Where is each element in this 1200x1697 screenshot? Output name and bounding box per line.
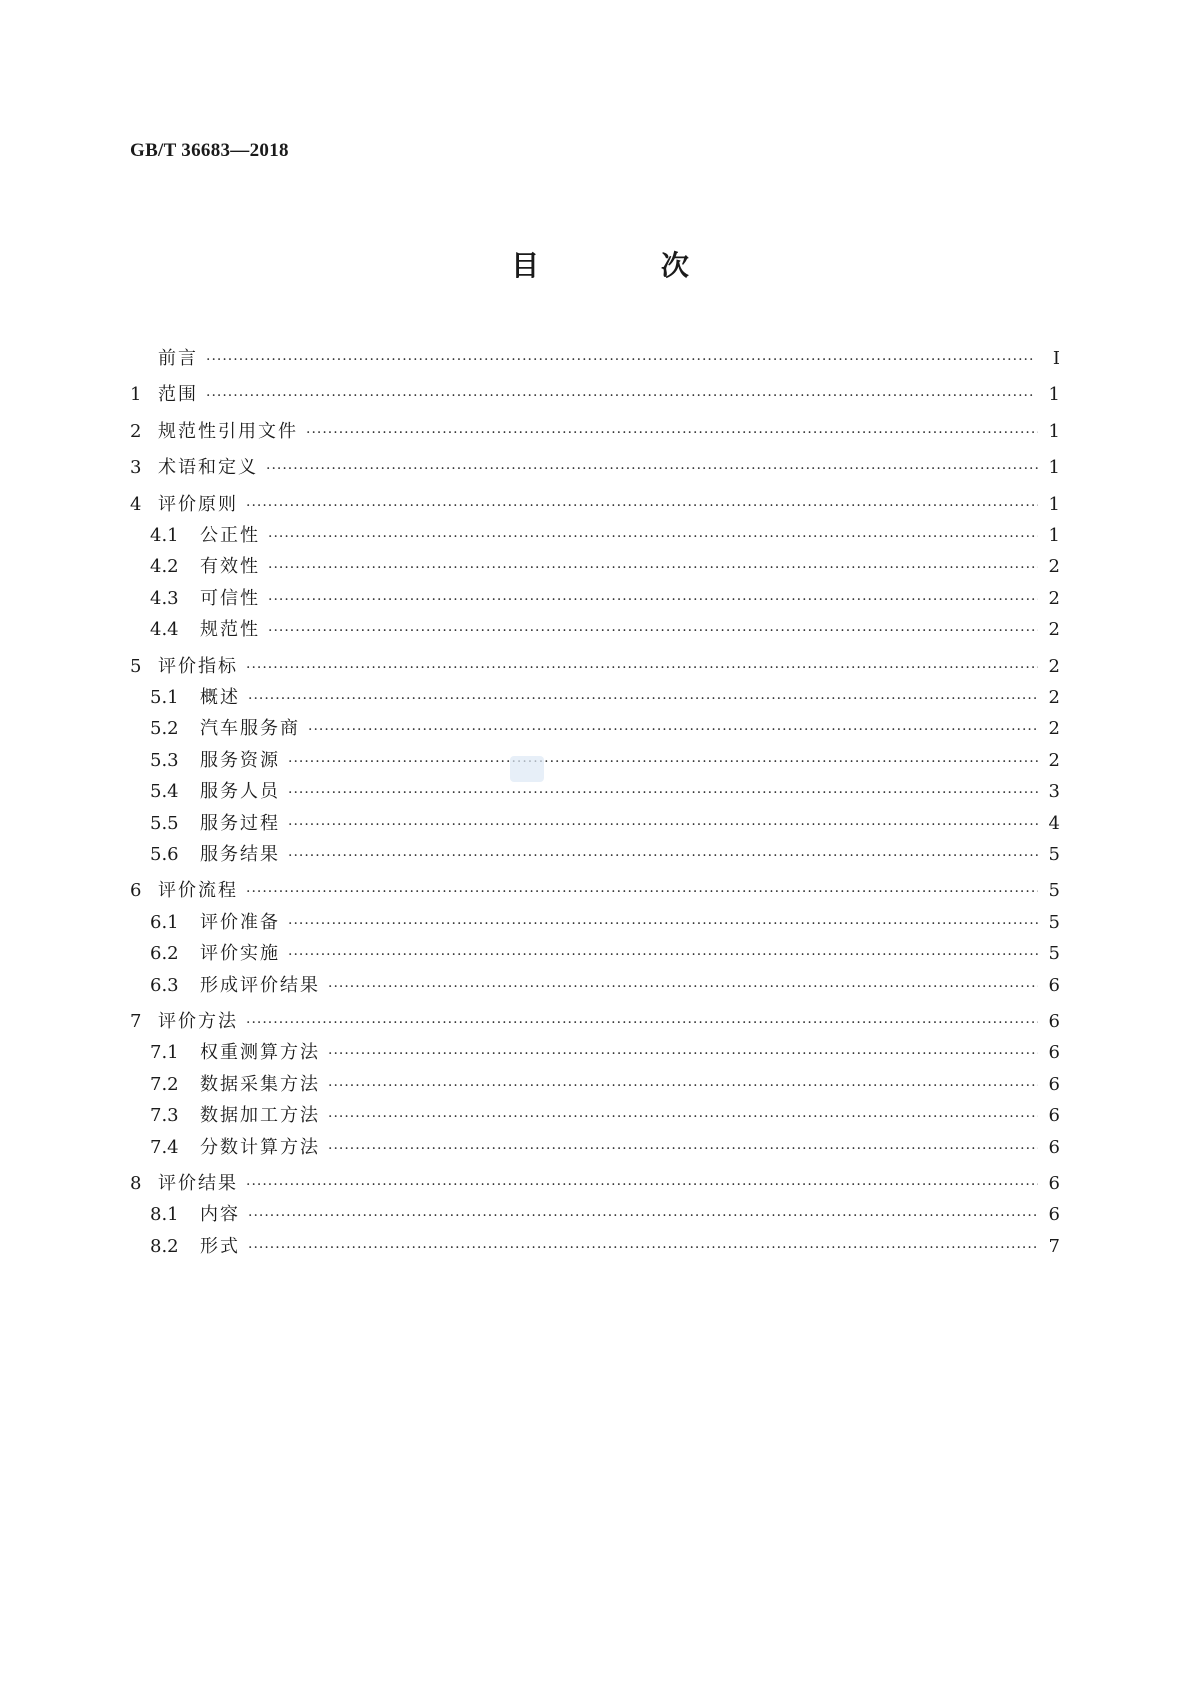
toc-entry-number: 1 [130,384,142,406]
toc-entry[interactable] [150,1231,1060,1263]
toc-leader-dots [268,584,1038,616]
toc-entry[interactable] [150,970,1060,1002]
toc-entry-page: 6 [1048,1011,1060,1032]
toc-entry-number: 5 [130,655,142,677]
toc-entry[interactable] [130,489,1060,521]
toc-entry-page: 2 [1048,619,1060,641]
toc-entry-label: 服务资源 [200,749,280,771]
toc-entry-label: 内容 [200,1204,240,1226]
toc-entry-page: 5 [1048,844,1060,865]
toc-entry[interactable] [150,682,1060,714]
toc-entry[interactable] [150,1199,1060,1231]
toc-entry-label: 公正性 [200,525,260,546]
toc-entry-label: 权重测算方法 [200,1042,320,1064]
toc-entry-label: 规范性 [200,619,260,641]
toc-leader-dots [268,615,1038,647]
toc-entry-page: 2 [1048,655,1060,677]
toc-entry-page: 2 [1048,718,1060,740]
toc-entry-number: 5.5 [150,812,179,834]
toc-entry-page: 5 [1048,911,1060,933]
toc-entry-number: 5.2 [150,718,179,740]
toc-entry-number: 7.3 [150,1105,179,1127]
toc-entry-page: 3 [1048,781,1060,803]
toc-entry-page: 1 [1048,420,1060,442]
toc-entry-number: 6.3 [150,974,179,996]
toc-leader-dots [248,1232,1038,1264]
toc-entry[interactable] [130,1168,1060,1200]
toc-entry-label: 范围 [158,384,198,406]
toc-entry-label: 有效性 [200,556,260,578]
toc-leader-dots [328,1038,1038,1070]
toc-entry[interactable] [150,520,1060,552]
toc-entry-number: 5.6 [150,844,179,865]
toc-leader-dots [288,840,1038,872]
toc-entry[interactable] [150,1100,1060,1132]
toc-title: 目 次 [511,249,745,282]
toc-entry[interactable] [150,839,1060,871]
toc-entry-number: 8 [130,1173,142,1194]
toc-leader-dots [306,417,1038,449]
toc-entry-label: 可信性 [200,587,260,609]
toc-entry-number: 4.4 [150,619,179,641]
toc-entry-number: 6.1 [150,911,179,933]
toc-entry-page: 5 [1048,943,1060,965]
toc-entry-label: 服务过程 [200,812,280,834]
toc-leader-dots [328,1133,1038,1165]
toc-leader-dots [268,521,1038,553]
toc-entry-label: 形成评价结果 [200,974,320,996]
toc-entry[interactable] [150,938,1060,970]
toc-leader-dots [308,714,1038,746]
toc-entry-label: 分数计算方法 [200,1136,320,1158]
toc-leader-dots [288,908,1038,940]
toc-entry-number: 6.2 [150,943,179,965]
toc-entry-page: 2 [1048,556,1060,578]
toc-entry[interactable] [150,614,1060,646]
toc-entry-number: 3 [130,457,142,479]
toc-entry-label: 数据加工方法 [200,1105,320,1127]
toc-entry-label: 概述 [200,687,240,708]
toc-entry[interactable] [130,875,1060,907]
toc-entry-label: 评价准备 [200,911,280,933]
toc-entry[interactable] [130,651,1060,683]
toc-entry[interactable] [130,452,1060,484]
toc-leader-dots [328,1101,1038,1133]
toc-leader-dots [328,1070,1038,1102]
document-code: GB/T 36683—2018 [130,140,289,161]
toc-entry-number: 5.3 [150,749,179,771]
toc-entry-label: 前言 [158,348,198,369]
toc-entry-page: 1 [1048,384,1060,406]
toc-leader-dots [288,746,1038,778]
toc-entry-label: 评价指标 [158,655,238,677]
toc-entry[interactable] [150,776,1060,808]
toc-entry-label: 服务结果 [200,844,280,865]
toc-entry-page: 1 [1048,457,1060,479]
toc-entry[interactable] [130,416,1060,448]
toc-leader-dots [248,1200,1038,1232]
toc-entry-page: 6 [1048,1136,1060,1158]
toc-entry-label: 汽车服务商 [200,718,300,740]
toc-leader-dots [246,876,1038,908]
toc-entry-page: 2 [1048,587,1060,609]
toc-entry-number: 8.1 [150,1204,179,1226]
toc-leader-dots [288,777,1038,809]
toc-entry[interactable] [130,379,1060,411]
toc-entry[interactable] [150,1069,1060,1101]
toc-leader-dots [246,652,1038,684]
toc-entry[interactable] [150,1037,1060,1069]
toc-entry-label: 形式 [200,1235,240,1257]
toc-entry-label: 评价流程 [158,880,238,902]
toc-leader-dots [246,1169,1038,1201]
toc-entry-page: 4 [1048,812,1060,834]
toc-entry-page: 6 [1048,1042,1060,1064]
toc-entry-number: 4.1 [150,525,179,546]
toc-entry-number: 7 [130,1011,142,1032]
toc-entry-page: 6 [1048,1073,1060,1095]
toc-entry[interactable] [150,583,1060,615]
toc-entry-page: 1 [1048,493,1060,515]
toc-entry-label: 评价方法 [158,1011,238,1032]
toc-entry-label: 评价结果 [158,1173,238,1194]
toc-entry[interactable] [150,713,1060,745]
toc-entry-number: 7.2 [150,1073,179,1095]
toc-entry-number: 4.3 [150,587,179,609]
toc-entry-number: 5.4 [150,781,179,803]
toc-entry-number: 2 [130,420,142,442]
toc-entry[interactable] [130,343,1060,375]
toc-entry-label: 术语和定义 [158,457,258,479]
toc-entry-number: 7.4 [150,1136,179,1158]
toc-entry-page: 7 [1048,1235,1060,1257]
toc-leader-dots [266,453,1038,485]
toc-entry[interactable] [150,808,1060,840]
toc-entry-page: 6 [1048,1173,1060,1194]
toc-entry-page: 6 [1048,974,1060,996]
toc-leader-dots [288,939,1038,971]
toc-entry-page: 6 [1048,1105,1060,1127]
toc-leader-dots [268,552,1038,584]
toc-entry[interactable] [150,1132,1060,1164]
toc-entry-number: 6 [130,880,142,902]
toc-leader-dots [248,683,1038,715]
toc-entry[interactable] [130,1006,1060,1038]
toc-entry-number: 4.2 [150,556,179,578]
toc-entry-page: 2 [1048,687,1060,708]
toc-entry-page: 1 [1048,525,1060,546]
toc-entry[interactable] [150,551,1060,583]
toc-entry-page: 5 [1048,880,1060,902]
toc-leader-dots [246,1007,1038,1039]
toc-entry[interactable] [150,745,1060,777]
toc-entry-number: 4 [130,493,142,515]
toc-entry-page: 2 [1048,749,1060,771]
toc-entry-number: 5.1 [150,687,179,708]
toc-leader-dots [246,490,1038,522]
toc-leader-dots [206,380,1038,412]
toc-entry-page: 6 [1048,1204,1060,1226]
toc-entry-number: 8.2 [150,1235,179,1257]
toc-entry-label: 评价实施 [200,943,280,965]
toc-leader-dots [288,809,1038,841]
toc-entry[interactable] [150,907,1060,939]
watermark-logo [510,756,544,782]
toc-entry-label: 数据采集方法 [200,1073,320,1095]
toc-entry-number: 7.1 [150,1042,179,1064]
toc-entry-page: Ⅰ [1052,348,1060,369]
toc-leader-dots [206,344,1038,376]
toc-entry-label: 规范性引用文件 [158,420,298,442]
toc-leader-dots [328,971,1038,1003]
toc-entry-label: 评价原则 [158,493,238,515]
toc-entry-label: 服务人员 [200,781,280,803]
